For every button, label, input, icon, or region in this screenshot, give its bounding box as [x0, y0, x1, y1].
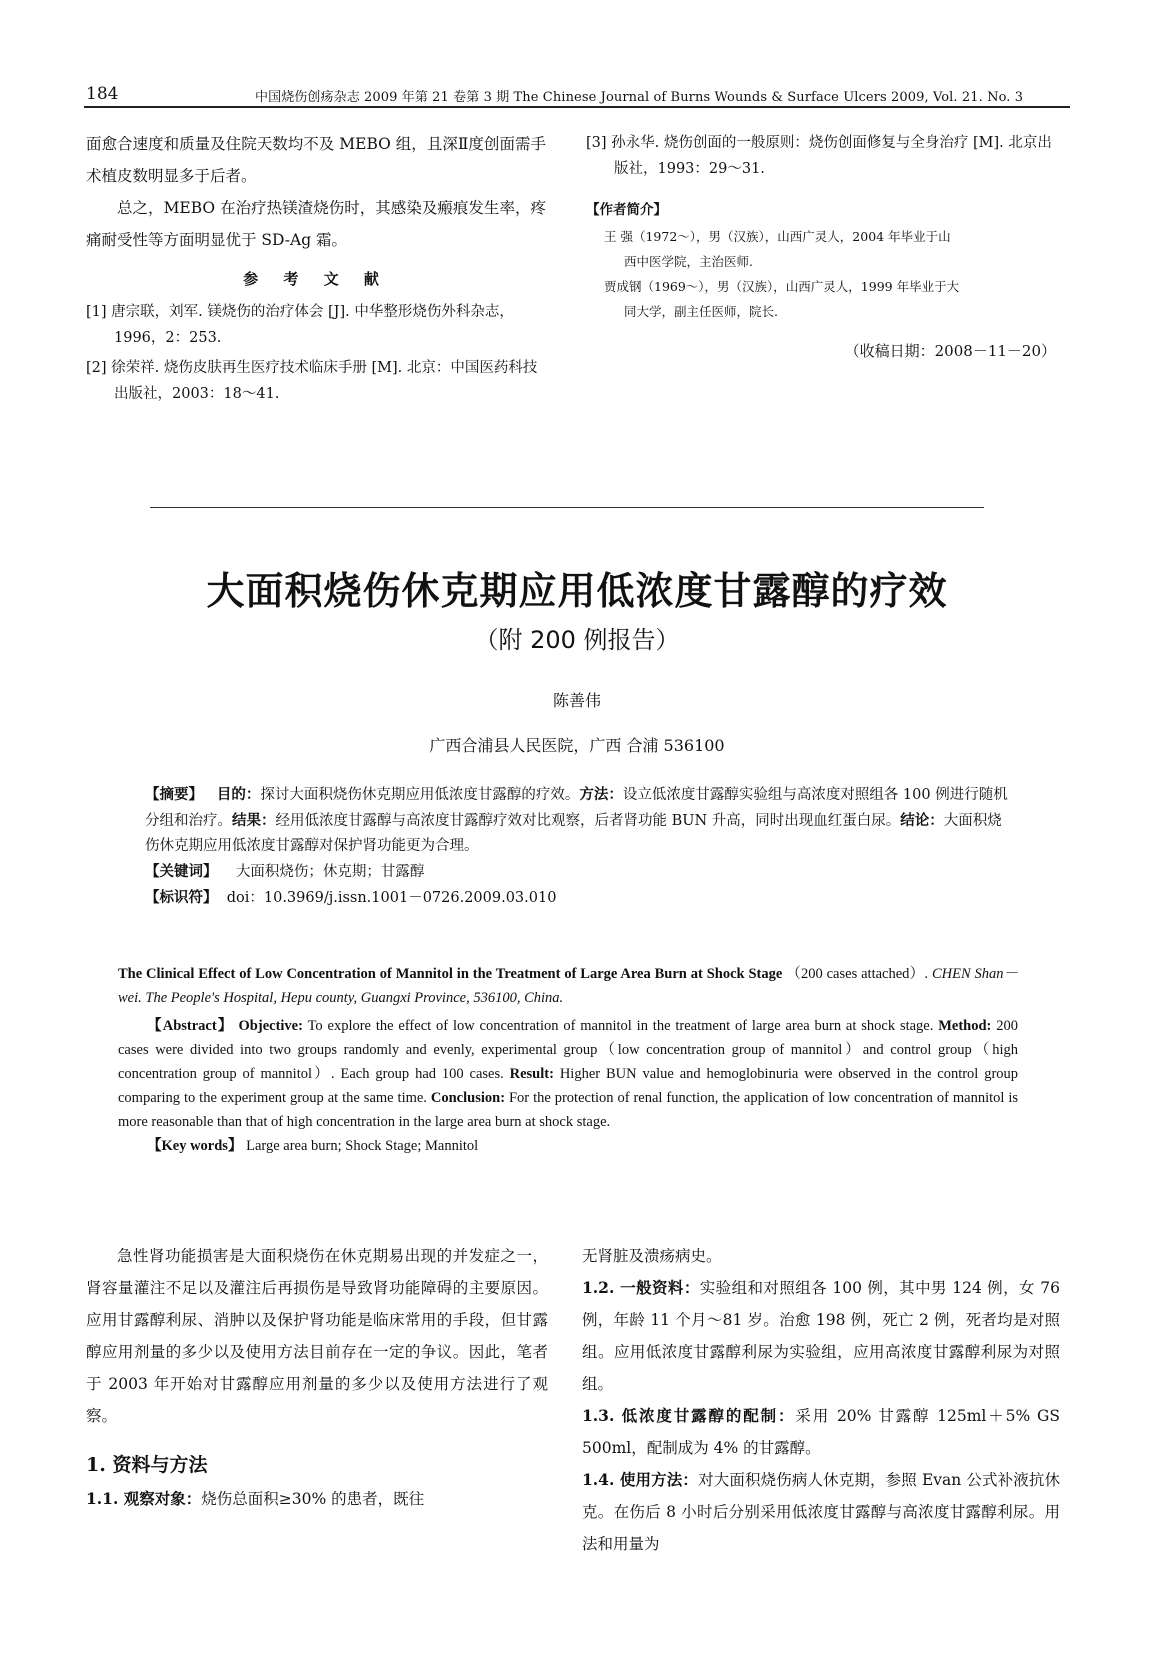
doi-text: doi：10.3969/j.issn.1001－0726.2009.03.010 — [226, 890, 557, 906]
subsection-label: 1.1. 观察对象： — [86, 1489, 202, 1508]
english-conclusion-label: Conclusion: — [430, 1090, 506, 1106]
result-text: 经用低浓度甘露醇与高浓度甘露醇疗效对比观察，后者肾功能 BUN 升高，同时出现血红蛋白尿。 — [275, 813, 901, 829]
prev-article-left-column — [86, 128, 546, 411]
prev-paragraph: 面愈合速度和质量及住院天数均不及 MEBO 组，且深Ⅱ度创面需手术植皮数明显多于后者。 — [86, 135, 546, 185]
subsection-label: 1.3. 低浓度甘露醇的配制： — [582, 1406, 796, 1425]
keywords-label: 【关键词】 — [145, 863, 218, 880]
english-method: 200 cases were divided into two groups randomly and evenly, experimental group（low concentration group of mannitol）and control group（high concentration group of mannitol）. Each group had 100 cases. — [118, 1018, 1018, 1082]
received-date: （收稿日期：2008－11－20） — [844, 342, 1056, 360]
abstract-cn — [145, 782, 1015, 911]
abstract-label: 【摘要】 — [145, 786, 203, 803]
subsection-1-2 — [582, 1272, 1060, 1400]
subsection-text: 采用 20% 甘露醇 125ml＋5% GS 500ml，配制成为 4% 的甘露醇。 — [582, 1407, 1060, 1457]
identifier-label: 【标识符】 — [145, 889, 218, 906]
subsection-text: 对大面积烧伤病人休克期，参照 Evan 公式补液抗休克。在伤后 8 小时后分别采用低浓度甘露醇与高浓度甘露醇利尿。用法和用量为 — [582, 1471, 1060, 1553]
article-author: 陈善伟 — [552, 691, 601, 710]
article-title: 大面积烧伤休克期应用低浓度甘露醇的疗效 — [206, 569, 948, 613]
prev-paragraph: 总之，MEBO 在治疗热镁渣烧伤时，其感染及瘢痕发生率，疼痛耐受性等方面明显优于 SD-Ag 霜。 — [86, 199, 546, 249]
section-heading: 1. 资料与方法 — [86, 1454, 208, 1476]
reference-item: [2] 徐荣祥. 烧伤皮肤再生医疗技术临床手册 [M]. 北京：中国医药科技出版社，2003：18～41. — [86, 360, 538, 402]
article-affiliation: 广西合浦县人民医院，广西 合浦 536100 — [429, 736, 725, 755]
english-result-label: Result: — [509, 1066, 554, 1082]
page-number: 184 — [86, 84, 119, 104]
english-byline: CHEN Shan－wei. The People's Hospital, Hepu county, Guangxi Province, 536100, China. — [118, 966, 1019, 1006]
method-text: 设立低浓度甘露醇实验组与高浓度对照组各 100 例进行随机分组和治疗。 — [145, 787, 1008, 829]
identifier — [145, 885, 1015, 911]
english-title: The Clinical Effect of Low Concentration of Mannitol in the Treatment of Large Area Burn at Shock Stage — [118, 966, 783, 982]
subsection-1-3 — [582, 1400, 1060, 1464]
english-objective: To explore the effect of low concentration of mannitol in the treatment of large area burn at shock stage. — [307, 1018, 934, 1034]
conclusion-text: 大面积烧伤休克期应用低浓度甘露醇对保护肾功能更为合理。 — [145, 813, 1002, 854]
article-separator — [150, 507, 984, 508]
english-title-line — [118, 962, 1018, 1010]
objective-text: 探讨大面积烧伤休克期应用低浓度甘露醇的疗效。 — [260, 787, 580, 803]
intro-paragraph: 急性肾功能损害是大面积烧伤在休克期易出现的并发症之一，肾容量灌注不足以及灌注后再损伤是导致肾功能障碍的主要原因。应用甘露醇利尿、消肿以及保护肾功能是临床常用的手段，但甘露醇应用剂量的多少以及使用方法目前存在一定的争议。因此，笔者于 2003 年开始对甘露醇应用剂量的多少以及使用方法进行了观察。 — [86, 1247, 548, 1425]
english-method-label: Method: — [938, 1018, 992, 1034]
objective-label: 目的： — [216, 786, 261, 803]
author-intro-line: 同大学，副主任医师，院长. — [624, 304, 778, 319]
article-subtitle: （附 200 例报告） — [474, 626, 680, 654]
english-abstract-label: 【Abstract】 — [147, 1018, 234, 1034]
english-result: Higher BUN value and hemoglobinuria were observed in the control group comparing to the experiment group at the same time. — [118, 1066, 1019, 1106]
reference-item: [1] 唐宗联，刘军. 镁烧伤的治疗体会 [J]. 中华整形烧伤外科杂志，1996，2：253. — [86, 304, 514, 346]
english-abstract-text — [118, 1014, 1018, 1134]
body-right-column — [582, 1240, 1060, 1560]
subsection-1-1 — [86, 1483, 548, 1515]
keywords-text: 大面积烧伤；休克期；甘露醇 — [235, 864, 425, 880]
abstract-en — [118, 962, 1018, 1158]
author-intro-entry — [586, 224, 1056, 274]
conclusion-label: 结论： — [900, 812, 944, 829]
author-intro-line: 贾成钢（1969～），男（汉族），山西广灵人，1999 年毕业于大 — [604, 279, 960, 294]
result-label: 结果： — [232, 812, 276, 829]
english-objective-label: Objective: — [238, 1018, 303, 1034]
body-left-column — [86, 1240, 548, 1515]
subsection-label: 1.2. 一般资料： — [582, 1278, 700, 1297]
english-keywords-text: Large area burn; Shock Stage; Mannitol — [246, 1138, 479, 1154]
subsection-1-4 — [582, 1464, 1060, 1560]
author-intro-entry — [586, 274, 1056, 324]
header-rule — [84, 106, 1070, 108]
english-keywords-label: 【Key words】 — [147, 1138, 243, 1154]
continued-text: 无肾脏及溃疡病史。 — [582, 1247, 722, 1265]
references-title: 参 考 文 献 — [243, 270, 389, 288]
author-intro-line: 西中医学院，主治医师. — [624, 254, 753, 269]
keywords-cn — [145, 859, 1015, 885]
english-title-tail: （200 cases attached）. — [786, 966, 929, 982]
reference-item: [3] 孙永华. 烧伤创面的一般原则：烧伤创面修复与全身治疗 [M]. 北京出版社，1993：29～31. — [586, 135, 1052, 177]
subsection-label: 1.4. 使用方法： — [582, 1470, 699, 1489]
subsection-text: 烧伤总面积≥30% 的患者，既往 — [201, 1490, 425, 1508]
method-label: 方法： — [579, 786, 623, 803]
english-keywords — [118, 1134, 1018, 1158]
running-head: 中国烧伤创疡杂志 2009 年第 21 卷第 3 期 The Chinese Journal of Burns Wounds & Surface Ulcers 2009, Vol. 21. No. 3 — [255, 90, 1024, 105]
subsection-text: 实验组和对照组各 100 例，其中男 124 例，女 76 例，年龄 11 个月～81 岁。治愈 198 例，死亡 2 例，死者均是对照组。应用低浓度甘露醇利尿为实验组，应用高浓度甘露醇利尿为对照组。 — [582, 1279, 1060, 1393]
author-intro-title: 【作者简介】 — [586, 202, 667, 218]
prev-article-right-column — [586, 130, 1056, 361]
author-intro-line: 王 强（1972～），男（汉族），山西广灵人，2004 年毕业于山 — [604, 229, 951, 244]
english-conclusion: For the protection of renal function, the application of low concentration of mannitol is more reasonable than that of high concentration in the large area burn at shock stage. — [118, 1090, 1019, 1130]
abstract-cn-text — [145, 782, 1015, 859]
